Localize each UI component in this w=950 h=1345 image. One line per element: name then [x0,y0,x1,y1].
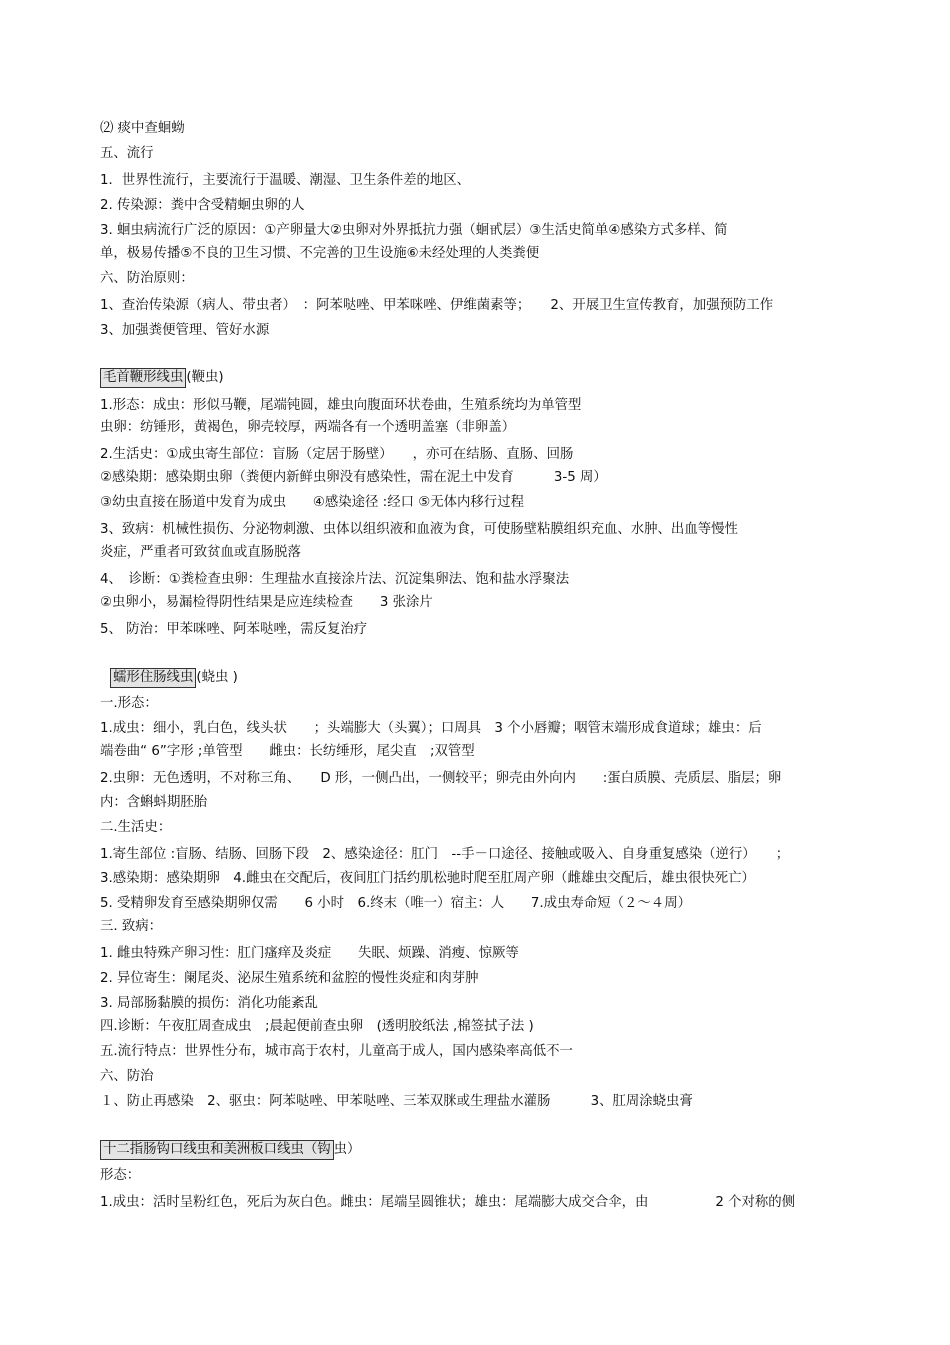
parasite-heading [100,1140,360,1160]
text-line: 内：含蝌蚪期胚胎 [100,795,208,810]
text-line: 四.诊断：午夜肛周查成虫 ;晨起便前查虫卵 (透明胶纸法 ,棉签拭子法 ) [100,1019,534,1034]
parasite-heading [110,668,238,688]
heading-box: 毛首鞭形线虫 [100,368,186,388]
text-line: 2. 传染源：粪中含受精蛔虫卵的人 [100,198,305,213]
text-line: 1. 雌虫特殊产卵习性：肛门瘙痒及炎症 失眠、烦躁、消瘦、惊厥等 [100,946,519,961]
text-line: 炎症，严重者可致贫血或直肠脱落 [100,545,301,560]
text-line: 3.感染期：感染期卵 4.雌虫在交配后，夜间肛门括约肌松驰时爬至肛周产卵（雌雄虫交配后，雄虫很快死亡） [100,871,755,886]
parasite-heading [100,368,224,388]
text-line: ②虫卵小，易漏检得阴性结果是应连续检查 3 张涂片 [100,595,433,610]
heading-suffix: (鞭虫) [186,370,224,385]
heading-box: 十二指肠钩口线虫和美洲板口线虫（钩 [100,1140,334,1160]
section-heading: 六、防治 [100,1069,154,1084]
text-line: 1．世界性流行，主要流行于温暖、潮湿、卫生条件差的地区、 [100,173,471,188]
heading-suffix: 虫） [333,1142,361,1157]
text-line: 5. 受精卵发育至感染期卵仅需 6 小时 6.终末（唯一）宿主：人 7.成虫寿命短（２～４周） [100,896,691,911]
text-line: 4、 诊断：①粪检查虫卵：生理盐水直接涂片法、沉淀集卵法、饱和盐水浮聚法 [100,572,570,587]
text-line: 2.虫卵：无色透明，不对称三角、 D 形，一侧凸出，一侧较平；卵壳由外向内 :蛋白质膜、壳质层、脂层；卵 [100,771,782,786]
text-line: 单，极易传播⑤不良的卫生习惯、不完善的卫生设施⑥未经处理的人类粪便 [100,246,540,261]
text-line: 五.流行特点：世界性分布，城市高于农村，儿童高于成人，国内感染率高低不一 [100,1044,573,1059]
section-heading: 二.生活史： [100,820,172,835]
text-line: 2.生活史：①成虫寄生部位：盲肠（定居于肠壁） ，亦可在结肠、直肠、回肠 [100,447,574,462]
heading-box: 蠕形住肠线虫 [110,668,196,688]
text-line: ③幼虫直接在肠道中发育为成虫 ④感染途径 :经口 ⑤无体内移行过程 [100,495,524,510]
text-line: 1.寄生部位 :盲肠、结肠、回肠下段 2、感染途径：肛门 --手－口途径、接触或吸入、自身重复感染（逆行） ； [100,847,790,862]
heading-suffix: (蛲虫 ) [196,670,238,685]
text-line: 3. 蛔虫病流行广泛的原因：①产卵量大②虫卵对外界抵抗力强（蛔甙层）③生活史简单④感染方式多样、简 [100,223,728,238]
text-line: ⑵ 痰中查蛔蚴 [100,121,185,136]
text-line: １、防止再感染 2、驱虫：阿苯哒唑、甲苯哒唑、三苯双脒或生理盐水灌肠 3、肛周涂蛲虫膏 [100,1094,693,1109]
text-line: 2. 异位寄生：阑尾炎、泌尿生殖系统和盆腔的慢性炎症和肉芽肿 [100,971,479,986]
text-line: 虫卵：纺锤形，黄褐色，卵壳较厚，两端各有一个透明盖塞（非卵盖） [100,420,516,435]
text-line: 1.成虫：细小，乳白色，线头状 ；头端膨大（头翼）；口周具 3 个小唇瓣；咽管末端形成食道球；雄虫：后 [100,721,762,736]
section-heading: 三. 致病： [100,919,163,934]
text-line: ②感染期：感染期虫卵（粪便内新鲜虫卵没有感染性，需在泥土中发育 3-5 周） [100,470,607,485]
text-line: 1、查治传染源（病人、带虫者） ：阿苯哒唑、甲苯咪唑、伊维菌素等； 2、开展卫生宣传教育，加强预防工作 [100,298,774,313]
section-heading: 一.形态： [100,696,158,711]
text-line: 3. 局部肠黏膜的损伤：消化功能紊乱 [100,996,318,1011]
text-line: 1.成虫：活时呈粉红色，死后为灰白色。雌虫：尾端呈圆锥状；雄虫：尾端膨大成交合伞，由 2 个对称的侧 [100,1195,796,1210]
section-heading: 五、流行 [100,146,154,161]
text-line: 1.形态：成虫：形似马鞭，尾端钝圆，雄虫向腹面环状卷曲，生殖系统均为单管型 [100,398,582,413]
text-line: 5、 防治：甲苯咪唑、阿苯哒唑，需反复治疗 [100,622,368,637]
text-line: 3、致病：机械性损伤、分泌物刺激、虫体以组织液和血液为食，可使肠壁粘膜组织充血、水肿、出血等慢性 [100,522,738,537]
section-heading: 形态： [100,1168,141,1183]
text-line: 3、加强粪便管理、管好水源 [100,323,270,338]
section-heading: 六、防治原则： [100,271,194,286]
text-line: 端卷曲“ 6”字形 ;单管型 雌虫：长纺缍形，尾尖直 ;双管型 [100,744,475,759]
